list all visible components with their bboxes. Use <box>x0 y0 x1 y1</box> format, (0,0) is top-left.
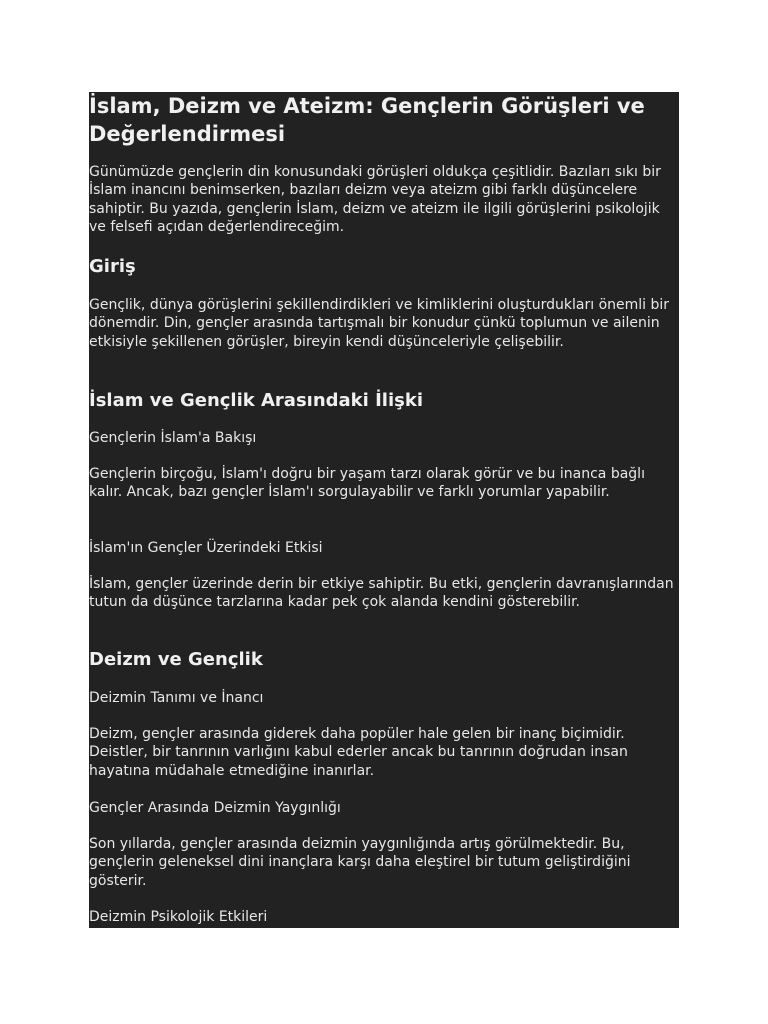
section-heading-giris: Giriş <box>89 256 136 277</box>
paragraph: İslam, gençler üzerinde derin bir etkiye sahiptir. Bu etki, gençlerin davranışlarından tutun da düşünce tarzlarına kadar pek çok alanda kendini gösterebilir. <box>89 576 674 611</box>
subheading-paragraph: İslam'ın Gençler Üzerindeki Etkisi <box>89 540 323 556</box>
subheading-paragraph: Gençlerin İslam'a Bakışı <box>89 430 257 446</box>
intro-paragraph: Günümüzde gençlerin din konusundaki görüşleri oldukça çeşitlidir. Bazıları sıkı bir İslam inancını benimserken, bazıları deizm veya ateizm gibi farklı düşüncelere sahiptir. Bu yazıda, gençlerin İslam, deizm ve ateizm ile ilgili görüşlerini psikolojik ve felsefi açıdan değerlendireceğim. <box>89 164 661 235</box>
document-title: İslam, Deizm ve Ateizm: Gençlerin Görüşleri ve Değerlendirmesi <box>89 94 645 146</box>
paragraph: Deizm, gençler arasında giderek daha popüler hale gelen bir inanç biçimidir. Deistler, bir tanrının varlığını kabul ederler ancak bu tanrının doğrudan insan hayatına müdahale etmediğine inanırlar. <box>89 726 628 779</box>
subheading-paragraph: Deizmin Tanımı ve İnancı <box>89 690 264 706</box>
subheading-paragraph: Gençler Arasında Deizmin Yaygınlığı <box>89 800 341 816</box>
paragraph: Gençlik, dünya görüşlerini şekillendirdikleri ve kimliklerini oluşturdukları önemli bir dönemdir. Din, gençler arasında tartışmalı bir konudur çünkü toplumun ve ailenin etkisiyle şekillenen görüşler, bireyin kendi düşünceleriyle çelişebilir. <box>89 297 670 350</box>
subheading-paragraph: Deizmin Psikolojik Etkileri <box>89 909 268 925</box>
paragraph: Son yıllarda, gençler arasında deizmin yaygınlığında artış görülmektedir. Bu, gençlerin geleneksel dini inançlara karşı daha eleştirel bir tutum geliştirdiğini gösterir. <box>89 836 631 889</box>
paragraph: Gençlerin birçoğu, İslam'ı doğru bir yaşam tarzı olarak görür ve bu inanca bağlı kalır. Ancak, bazı gençler İslam'ı sorgulayabilir ve farklı yorumlar yapabilir. <box>89 466 645 501</box>
section-heading-deizm-genclik: Deizm ve Gençlik <box>89 649 263 670</box>
section-heading-islam-genclik: İslam ve Gençlik Arasındaki İlişki <box>89 390 423 411</box>
document-page <box>89 92 679 928</box>
